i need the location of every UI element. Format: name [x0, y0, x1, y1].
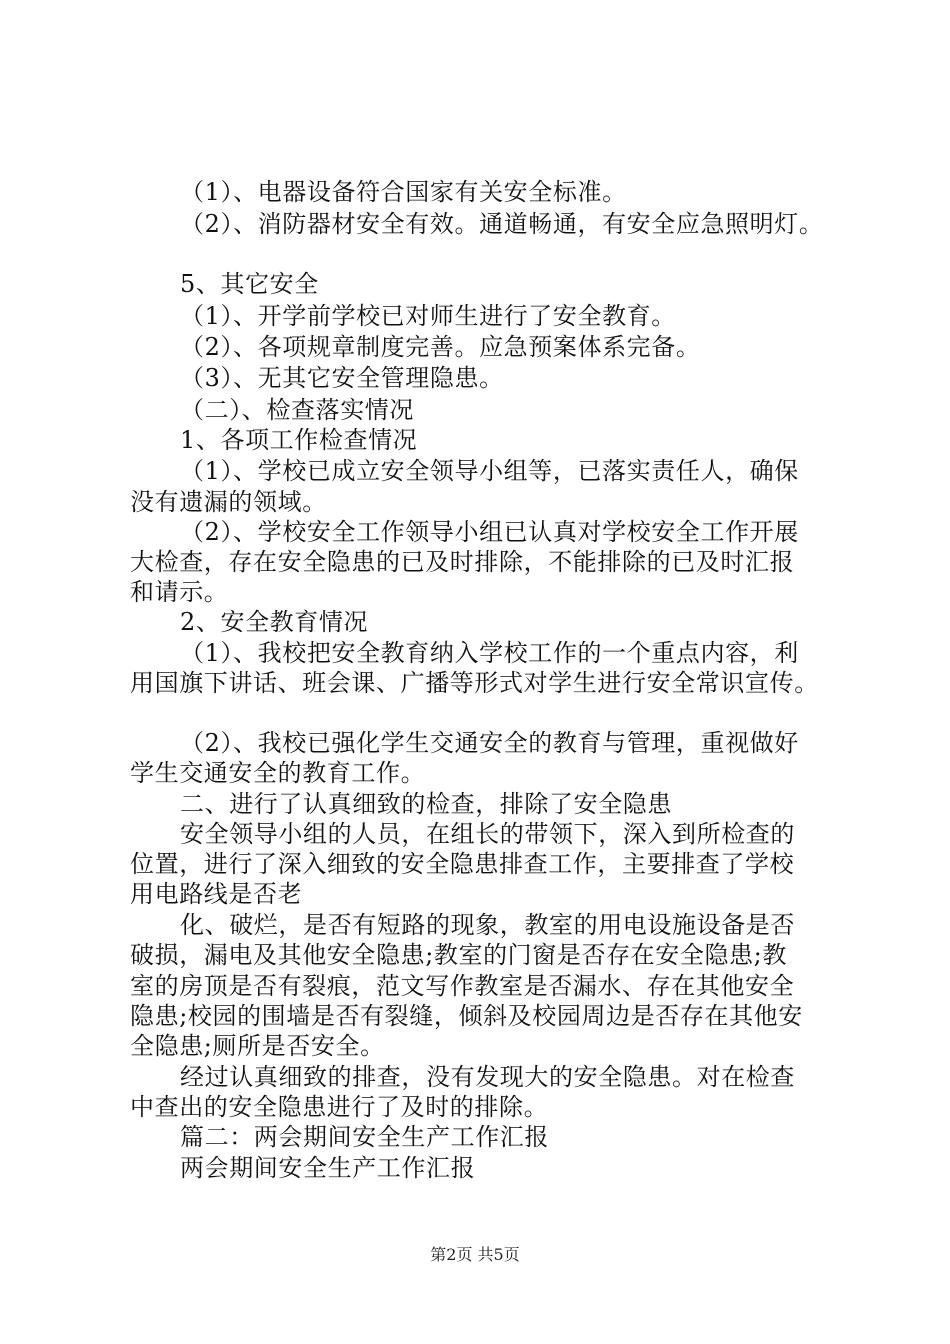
section-heading: 二、进行了认真细致的检查，排除了安全隐患: [180, 790, 672, 818]
section-heading: 2、安全教育情况: [180, 608, 369, 636]
text-line: （1）、电器设备符合国家有关安全标准。: [180, 178, 627, 206]
text-line: 没有遗漏的领域。: [130, 488, 327, 516]
text-line: （2）、我校已强化学生交通安全的教育与管理，重视做好: [180, 729, 799, 757]
text-line: 用国旗下讲话、班会课、广播等形式对学生进行安全常识宣传。: [130, 669, 819, 697]
text-line: 学生交通安全的教育工作。: [130, 759, 426, 787]
text-line: 室的房顶是否有裂痕，范文写作教室是否漏水、存在其他安全: [130, 972, 795, 1000]
text-line: （3）、无其它安全管理隐患。: [180, 364, 504, 392]
text-line: 安全领导小组的人员，在组长的带领下，深入到所检查的: [180, 820, 795, 848]
section-heading: 1、各项工作检查情况: [180, 426, 418, 454]
article-title: 篇二：两会期间安全生产工作汇报: [180, 1123, 549, 1151]
text-line: 破损，漏电及其他安全隐患;教室的门窗是否存在安全隐患;教: [130, 941, 787, 969]
text-line: 大检查，存在安全隐患的已及时排除，不能排除的已及时汇报: [130, 548, 795, 576]
text-line: 和请示。: [130, 578, 229, 606]
text-line: 位置，进行了深入细致的安全隐患排查工作，主要排查了学校: [130, 850, 795, 878]
text-line: （2）、各项规章制度完善。应急预案体系完备。: [180, 333, 701, 361]
text-line: （1）、我校把安全教育纳入学校工作的一个重点内容，利: [180, 639, 799, 667]
page-number-footer: 第2页 共5页: [430, 1245, 520, 1264]
text-line: （1）、开学前学校已对师生进行了安全教育。: [180, 302, 676, 330]
text-line: 经过认真细致的排查，没有发现大的安全隐患。对在检查: [180, 1063, 795, 1091]
text-line: 中查出的安全隐患进行了及时的排除。: [130, 1093, 549, 1121]
section-heading: 5、其它安全: [180, 270, 319, 298]
text-line: 用电路线是否老: [130, 880, 303, 908]
text-line: 全隐患;厕所是否安全。: [130, 1032, 385, 1060]
text-line: （2）、消防器材安全有效。通道畅通，有安全应急照明灯。: [180, 210, 824, 238]
text-line: 隐患;校园的围墙是否有裂缝，倾斜及校园周边是否存在其他安: [130, 1002, 803, 1030]
text-line: 化、破烂，是否有短路的现象，教室的用电设施设备是否: [180, 911, 795, 939]
section-heading: （二）、检查落实情况: [180, 396, 414, 424]
text-line: （2）、学校安全工作领导小组已认真对学校安全工作开展: [180, 518, 799, 546]
text-line: （1）、学校已成立安全领导小组等，已落实责任人，确保: [180, 457, 799, 485]
article-title: 两会期间安全生产工作汇报: [180, 1154, 476, 1182]
